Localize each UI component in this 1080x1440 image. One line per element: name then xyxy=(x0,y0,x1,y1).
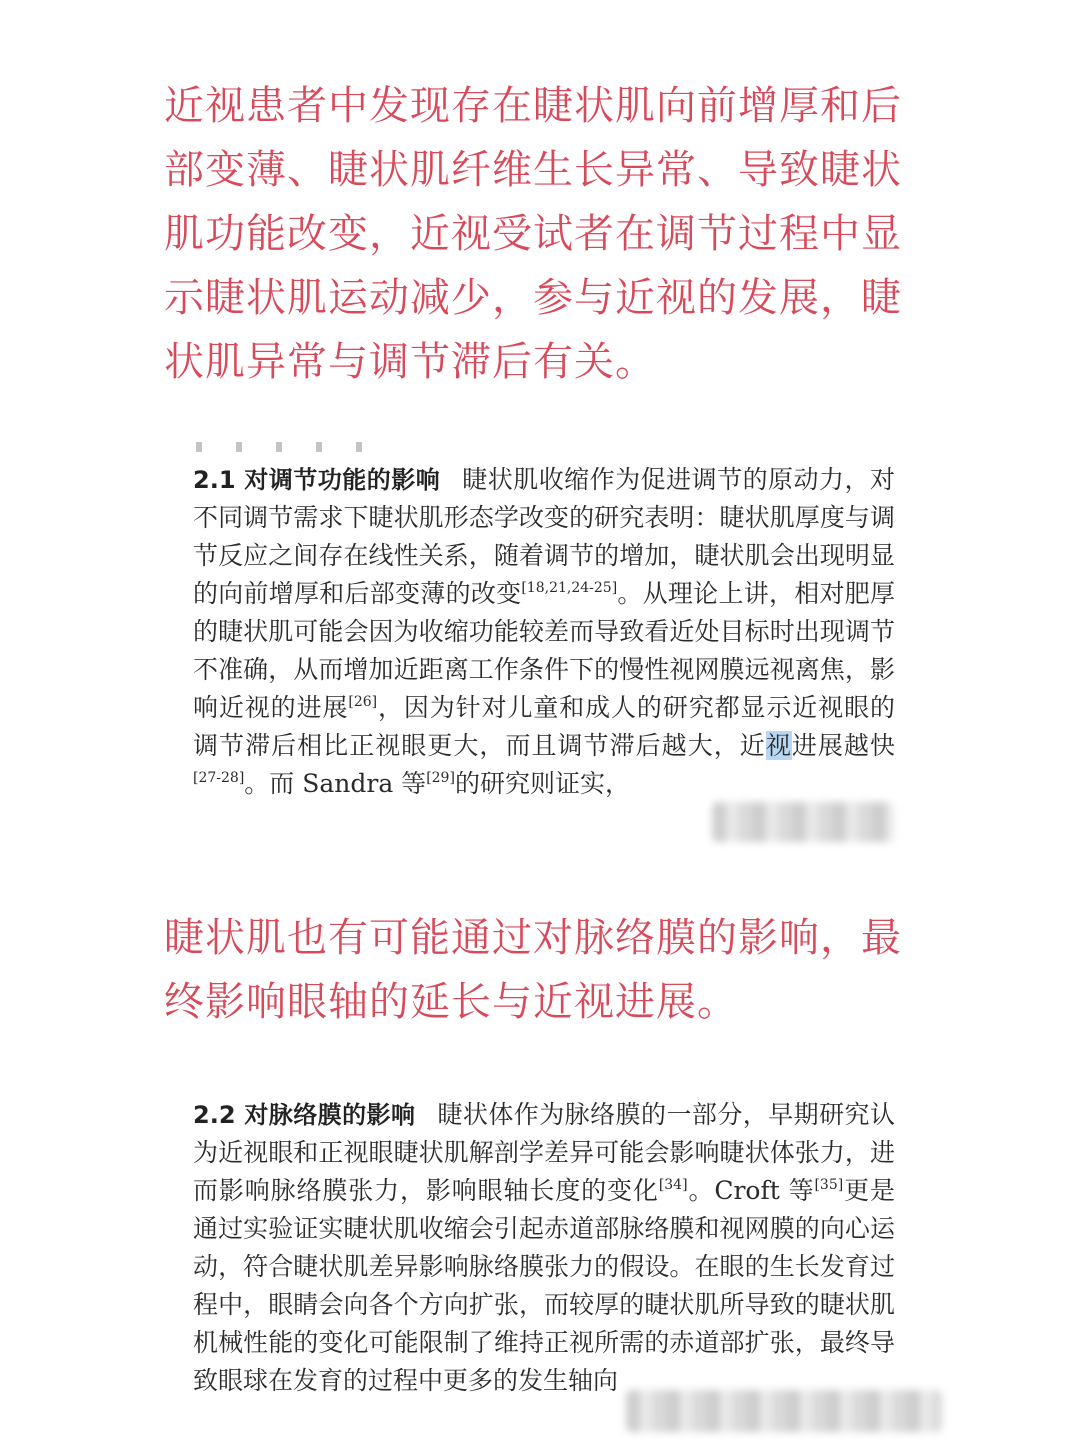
excerpt-text: 更是通过实验证实睫状肌收缩会引起赤道部脉络膜和视网膜的向心运动，符合睫状肌差异影响脉络膜张力的假设。在眼的生长发育过程中，眼睛会向各个方向扩张，而较厚的睫状肌所导致的睫状肌机械性能的变化可能限制了维持正视所需的赤道部扩张，最终导致眼球在发育的过程中更多的发生轴向 xyxy=(193,1176,895,1395)
excerpt-text: 睫状肌收缩作为促进调节的原动力，对不同调节需求下睫状肌形态学改变的研究表明：睫状肌厚度与调节反应之间存在线性关系，随着调节的增加，睫状肌会出现明显的向前增厚和后部变薄的改变 xyxy=(193,465,895,608)
excerpt-text: 。从理论上讲，相对肥厚的睫状肌可能会因为收缩功能较差而导致看近处目标时出现调节不准确，从而增加近距离工作条件下的慢性视网膜远视离焦，影响近视的进展 xyxy=(193,579,895,722)
blurred-redaction xyxy=(626,1390,942,1432)
blurred-redaction xyxy=(712,802,894,842)
section-heading-2-1: 2.1 对调节功能的影响 xyxy=(193,466,441,494)
cropped-text-fragment xyxy=(196,442,396,452)
excerpt-text: ，因为针对儿童和成人的研究都显示近视眼的调节滞后相比正视眼更大，而且调节滞后越大，近 xyxy=(193,693,895,760)
annotation-top: 近视患者中发现存在睫状肌向前增厚和后部变薄、睫状肌纤维生长异常、导致睫状肌功能改变，近视受试者在调节过程中显示睫状肌运动减少，参与近视的发展，睫状肌异常与调节滞后有关。 xyxy=(164,83,902,385)
citation: [35] xyxy=(814,1177,844,1193)
citation: [34] xyxy=(658,1177,688,1193)
excerpt-text: 的研究则证实， xyxy=(454,769,630,798)
excerpt-text: 进展越快 xyxy=(791,731,895,760)
section-heading-2-2: 2.2 对脉络膜的影响 xyxy=(193,1101,416,1129)
excerpt-text: 睫状体作为脉络膜的一部分，早期研究认为近视眼和正视眼睫状肌解剖学差异可能会影响睫状体张力，进而影响脉络膜张力，影响眼轴长度的变化 xyxy=(193,1100,895,1205)
citation: [29] xyxy=(426,770,455,786)
excerpt-text: 。Croft 等 xyxy=(687,1176,815,1205)
excerpt-section-2-2 xyxy=(193,1096,895,1400)
excerpt-text: 。而 Sandra 等 xyxy=(244,769,427,798)
citation: [18,21,24-25] xyxy=(521,580,618,596)
text-selection-highlight: 视 xyxy=(765,731,792,760)
citation: [26] xyxy=(348,694,378,710)
annotation-middle: 睫状肌也有可能通过对脉络膜的影响，最终影响眼轴的延长与近视进展。 xyxy=(164,915,902,1025)
excerpt-section-2-1 xyxy=(193,461,895,803)
citation: [27-28] xyxy=(193,770,245,786)
